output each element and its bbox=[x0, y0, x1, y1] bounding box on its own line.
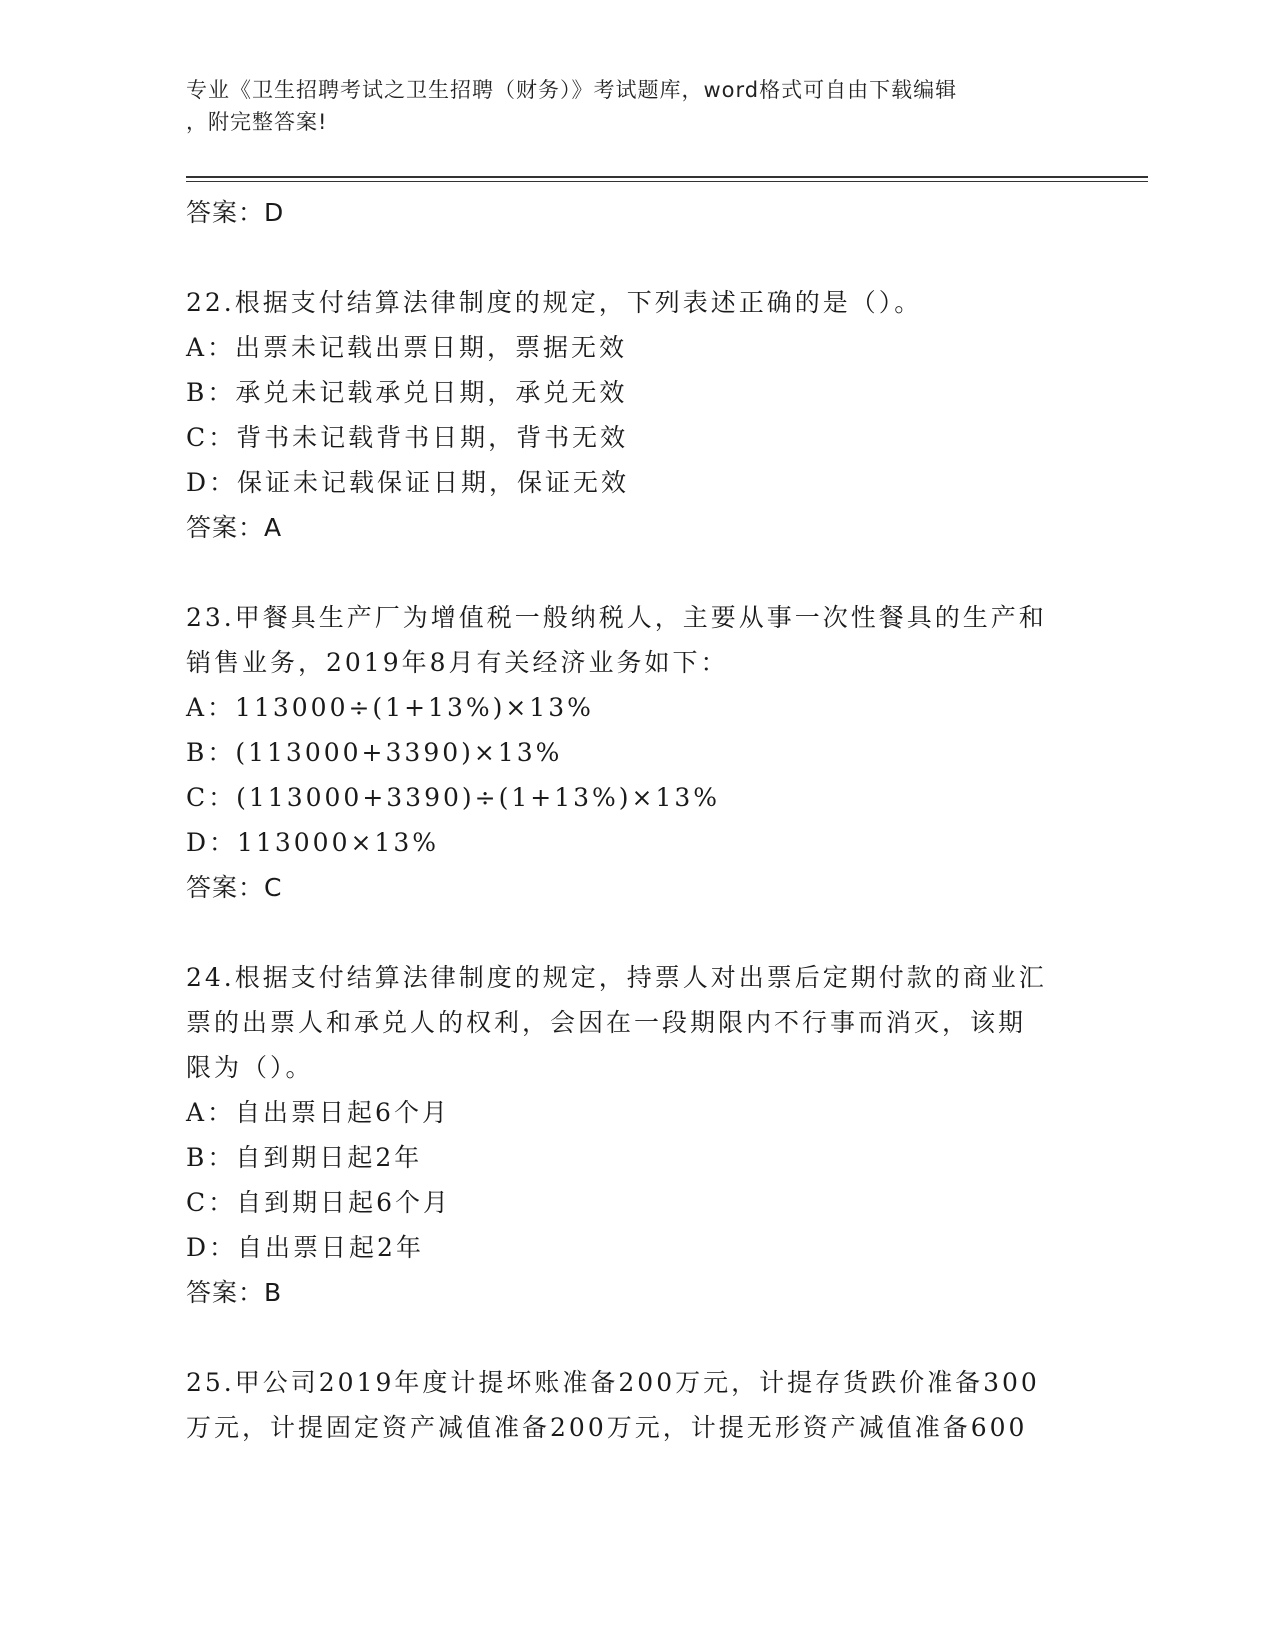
answer-line: 答案：D bbox=[186, 198, 285, 227]
question-text-line: 24.根据支付结算法律制度的规定，持票人对出票后定期付款的商业汇 bbox=[186, 963, 1047, 992]
question-block-22 bbox=[186, 280, 1086, 550]
question-block-23 bbox=[186, 595, 1086, 910]
option-b: B：承兑未记载承兑日期，承兑无效 bbox=[186, 378, 628, 407]
question-text-line: 票的出票人和承兑人的权利，会因在一段期限内不行事而消灭，该期 bbox=[186, 1008, 1027, 1037]
spacer bbox=[186, 235, 1086, 280]
spacer bbox=[186, 910, 1086, 955]
header-divider-thick bbox=[186, 176, 1148, 178]
answer-line: 答案：B bbox=[186, 1278, 283, 1307]
spacer bbox=[186, 1315, 1086, 1360]
question-text: 22.根据支付结算法律制度的规定，下列表述正确的是（）。 bbox=[186, 288, 923, 317]
question-block-21 bbox=[186, 190, 1086, 235]
spacer bbox=[186, 550, 1086, 595]
option-d: D：保证未记载保证日期，保证无效 bbox=[186, 468, 630, 497]
option-a: A：113000÷(1+13%)×13% bbox=[186, 693, 594, 722]
question-text-line: 万元，计提固定资产减值准备200万元，计提无形资产减值准备600 bbox=[186, 1413, 1028, 1442]
question-block-25 bbox=[186, 1360, 1086, 1450]
option-a: A：自出票日起6个月 bbox=[186, 1098, 450, 1127]
answer-line: 答案：A bbox=[186, 513, 283, 542]
option-b: B：自到期日起2年 bbox=[186, 1143, 423, 1172]
option-c: C：自到期日起6个月 bbox=[186, 1188, 452, 1217]
document-header bbox=[186, 74, 1086, 138]
header-line-2: ，附完整答案! bbox=[186, 110, 328, 134]
header-divider-thin bbox=[186, 181, 1148, 182]
question-text-line: 限为（）。 bbox=[186, 1053, 314, 1082]
option-d: D：113000×13% bbox=[186, 828, 439, 857]
option-b: B：(113000+3390)×13% bbox=[186, 738, 563, 767]
option-a: A：出票未记载出票日期，票据无效 bbox=[186, 333, 628, 362]
question-text-line: 23.甲餐具生产厂为增值税一般纳税人，主要从事一次性餐具的生产和 bbox=[186, 603, 1047, 632]
option-c: C：(113000+3390)÷(1+13%)×13% bbox=[186, 783, 721, 812]
answer-line: 答案：C bbox=[186, 873, 283, 902]
question-list bbox=[186, 190, 1086, 1450]
option-d: D：自出票日起2年 bbox=[186, 1233, 424, 1262]
option-c: C：背书未记载背书日期，背书无效 bbox=[186, 423, 629, 452]
question-text-line: 25.甲公司2019年度计提坏账准备200万元，计提存货跌价准备300 bbox=[186, 1368, 1040, 1397]
header-line-1: 专业《卫生招聘考试之卫生招聘（财务）》考试题库，word格式可自由下载编辑 bbox=[186, 78, 958, 102]
question-block-24 bbox=[186, 955, 1086, 1315]
question-text-line: 销售业务，2019年8月有关经济业务如下： bbox=[186, 648, 729, 677]
